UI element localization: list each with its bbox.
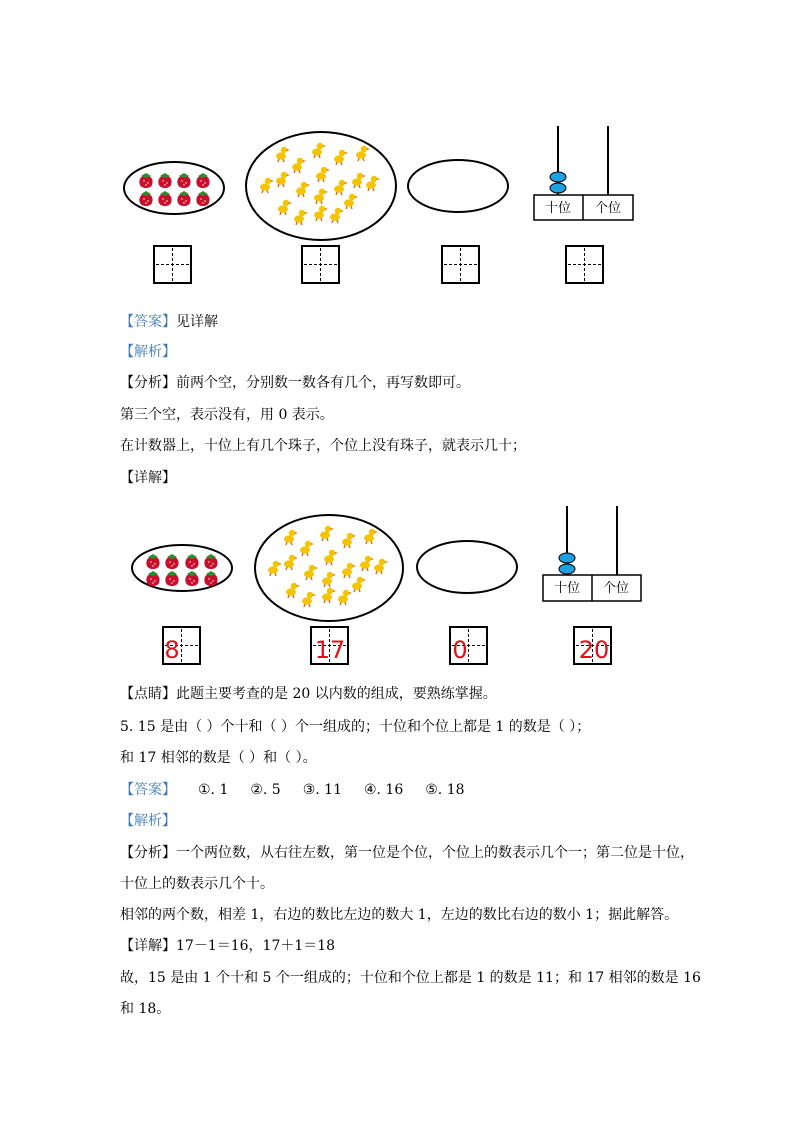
q5-line2: 和 17 相邻的数是（ ）和（ ）。 xyxy=(120,750,317,766)
empty-plate xyxy=(408,160,508,212)
answer-digit: 17 xyxy=(314,636,346,664)
q5-answers: 【答案】 ①. 1 ②. 5 ③. 11 ④. 16 ⑤. 18 xyxy=(120,782,465,798)
answer-digit: 20 xyxy=(578,636,610,664)
q5-analysis-tag: 【解析】 xyxy=(120,813,176,829)
answer-digit: 8 xyxy=(164,636,180,664)
ones-label: 个位 xyxy=(594,201,622,216)
q5-fenxi-1: 【分析】一个两位数，从右往左数，第一位是个位，个位上的数表示几个一；第二位是十位， xyxy=(120,845,694,861)
tens-label: 十位 xyxy=(544,201,572,216)
q5-conclusion-1: 故，15 是由 1 个十和 5 个一组成的；十位和个位上都是 1 的数是 11；和 17 相邻的数是 16 xyxy=(120,970,701,986)
bead xyxy=(559,564,575,574)
question-figure xyxy=(0,0,793,300)
q5-fenxi-2: 十位上的数表示几个十。 xyxy=(120,876,274,892)
bead xyxy=(559,553,575,563)
q4-fenxi: 【分析】前两个空，分别数一数各有几个，再写数即可。 xyxy=(120,375,470,391)
duck-icons xyxy=(260,143,380,225)
ones-label: 个位 xyxy=(602,581,630,596)
duck-icons xyxy=(268,526,388,607)
tens-label: 十位 xyxy=(553,581,581,596)
abacus xyxy=(534,126,633,220)
q4-analysis-tag: 【解析】 xyxy=(120,344,176,360)
q4-line2: 第三个空，表示没有，用 0 表示。 xyxy=(120,407,334,423)
answer-grids xyxy=(163,627,611,664)
q4-answer: 【答案】见详解 xyxy=(120,314,218,330)
answer-digit: 0 xyxy=(452,636,468,664)
q5-line3: 相邻的两个数，相差 1，右边的数比左边的数大 1，左边的数比右边的数小 1；据此解答。 xyxy=(120,907,679,923)
abacus xyxy=(543,506,641,601)
strawberry-icons xyxy=(146,554,217,586)
q5-detail: 【详解】17－1＝16，17＋1＝18 xyxy=(120,938,336,954)
q5-conclusion-2: 和 18。 xyxy=(120,1001,171,1017)
answer-grids xyxy=(154,246,603,283)
q4-line3: 在计数器上，十位上有几个珠子，个位上没有珠子，就表示几十； xyxy=(120,438,526,454)
answer-figure xyxy=(0,500,793,675)
dianjing: 【点睛】此题主要考查的是 20 以内数的组成，要熟练掌握。 xyxy=(120,686,497,702)
bead xyxy=(550,172,566,182)
q4-detail-tag: 【详解】 xyxy=(120,470,176,486)
strawberry-icons xyxy=(139,173,209,206)
bead xyxy=(550,183,566,193)
q5-line1: 5. 15 是由（ ）个十和（ ）个一组成的；十位和个位上都是 1 的数是（ ）； xyxy=(120,719,591,735)
strawberry-plate xyxy=(124,162,224,214)
